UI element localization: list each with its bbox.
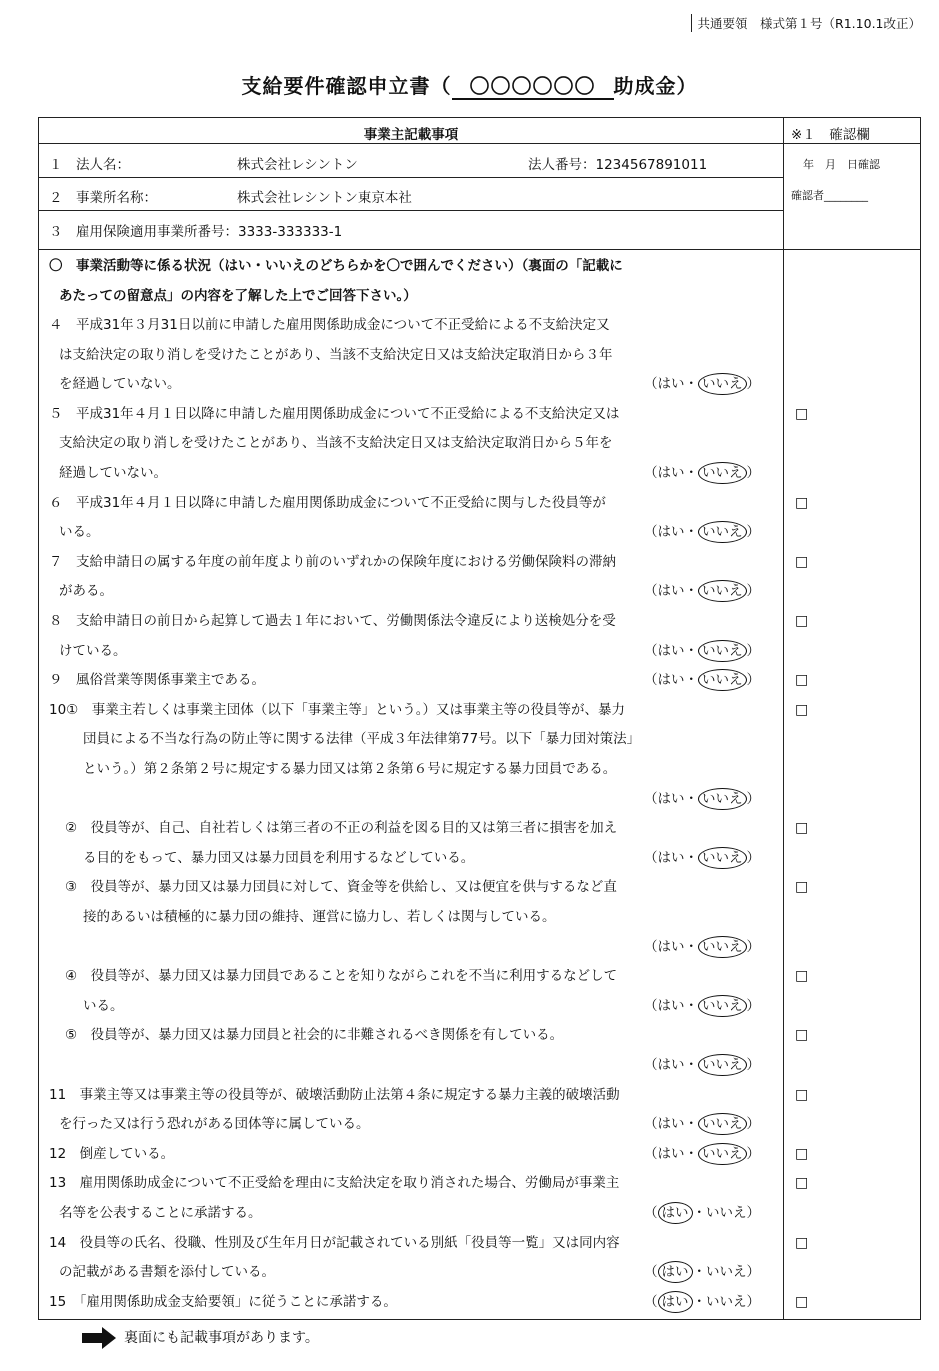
answer-choice[interactable] [644, 789, 760, 809]
item-text-line: 接的あるいは積極的に暴力団の維持、運営に協力し、若しくは関与している。 [83, 909, 556, 925]
paren: （ [644, 849, 658, 866]
item-text-line: 団員による不当な行為の防止等に関する法律（平成３年法律第77号。以下「暴力団対策法」 [83, 731, 641, 748]
paren: ） [746, 1057, 760, 1073]
confirm-checkbox[interactable]: □ [795, 968, 809, 985]
confirm-header: ※１ 確認欄 [791, 127, 870, 143]
paren: （ [644, 997, 658, 1014]
item-text-line: ⑤ 役員等が、暴力団又は暴力団員と社会的に非難されるべき関係を有している。 [65, 1027, 564, 1044]
office-name: 株式会社レシントン東京本社 [237, 190, 412, 206]
answer-yes[interactable]: はい [657, 642, 685, 659]
answer-choice[interactable] [644, 996, 760, 1016]
separator: ・ [684, 583, 698, 600]
item-text-line: ② 役員等が、自己、自社若しくは第三者の不正の利益を図る目的又は第三者に損害を加え [65, 820, 618, 837]
answer-choice[interactable] [644, 1144, 760, 1164]
answer-choice[interactable] [644, 937, 760, 957]
item-text-line: を経過していない。 [59, 376, 181, 393]
separator: ・ [684, 465, 698, 481]
separator: ・ [692, 1293, 706, 1310]
answer-no[interactable]: いいえ [698, 1054, 747, 1076]
paren: ） [746, 938, 760, 955]
item-text-line: がある。 [59, 583, 113, 600]
confirm-checkbox[interactable]: □ [795, 494, 809, 511]
separator: ・ [692, 1205, 706, 1221]
answer-choice[interactable] [644, 581, 760, 601]
confirm-checkbox[interactable]: □ [795, 1234, 809, 1251]
paren: ） [746, 376, 760, 393]
arrow-right-icon [82, 1327, 116, 1349]
separator: ・ [684, 938, 698, 955]
confirm-checkbox[interactable]: □ [795, 1086, 809, 1103]
separator: ・ [692, 1264, 706, 1281]
answer-yes[interactable]: はい [657, 465, 685, 481]
footer-note [82, 1327, 319, 1349]
title-suffix: 助成金） [613, 74, 698, 98]
paren: ） [746, 465, 760, 481]
title-prefix: 支給要件確認申立書（ [241, 74, 452, 98]
intro-line: あたっての留意点」の内容を了解した上でご回答下さい。） [59, 288, 417, 304]
confirm-checkbox[interactable]: □ [795, 1293, 809, 1310]
footer-text: 裏面にも記載事項があります。 [124, 1330, 319, 1346]
item-text-line: けている。 [59, 642, 127, 659]
paren: （ [644, 376, 658, 393]
separator: ・ [684, 642, 698, 659]
answer-yes[interactable]: はい [658, 1202, 693, 1224]
paren: （ [644, 1293, 658, 1310]
answer-no[interactable]: いいえ [698, 373, 747, 395]
application-form [38, 117, 921, 1320]
paren: （ [644, 524, 658, 541]
office-name-label: ２ 事業所名称： [49, 190, 157, 206]
answer-yes[interactable]: はい [657, 938, 685, 955]
confirm-checkbox[interactable]: □ [795, 1027, 809, 1044]
answer-choice[interactable] [644, 848, 760, 868]
separator: ・ [684, 1116, 698, 1133]
separator: ・ [684, 672, 698, 689]
answer-choice[interactable] [644, 1114, 760, 1134]
confirm-checkbox[interactable]: □ [795, 1145, 809, 1162]
answer-yes[interactable]: はい [657, 672, 685, 689]
answer-yes[interactable]: はい [657, 524, 685, 541]
item-text-line: 11 事業主等又は事業主等の役員等が、破壊活動防止法第４条に規定する暴力主義的破壊活動 [49, 1086, 620, 1103]
answer-yes[interactable]: はい [657, 376, 685, 393]
paren: ） [746, 790, 760, 807]
paren: （ [644, 1205, 658, 1221]
paren: （ [644, 1264, 658, 1281]
paren: ） [746, 1264, 760, 1281]
answer-no[interactable]: いいえ [698, 669, 747, 691]
corporate-name-label: １ 法人名： [49, 157, 130, 173]
item-text-line: 名等を公表することに承諾する。 [59, 1205, 262, 1221]
paren: （ [644, 583, 658, 600]
item-text-line: いる。 [59, 524, 100, 541]
item-text-line: を行った又は行う恐れがある団体等に属している。 [59, 1116, 370, 1133]
separator: ・ [684, 524, 698, 541]
answer-yes[interactable]: はい [658, 1291, 693, 1313]
paren: ） [746, 1145, 760, 1162]
answer-no[interactable]: いいえ [698, 1143, 747, 1165]
answer-no[interactable]: いいえ [698, 580, 747, 602]
confirm-checkbox[interactable]: □ [795, 553, 809, 570]
answer-yes[interactable]: はい [657, 997, 685, 1014]
item-text-line: 10① 事業主若しくは事業主団体（以下「事業主等」という。）又は事業主等の役員等が、暴力 [49, 701, 626, 718]
separator: ・ [684, 1057, 698, 1073]
answer-yes[interactable]: はい [657, 849, 685, 866]
answer-choice[interactable] [644, 1055, 760, 1075]
answer-yes[interactable]: はい [657, 1116, 685, 1133]
answer-choice[interactable] [644, 670, 760, 690]
paren: （ [644, 790, 658, 807]
paren: ） [746, 1293, 760, 1310]
answer-yes[interactable]: はい [657, 583, 685, 600]
item-text-line: ④ 役員等が、暴力団又は暴力団員であることを知りながらこれを不当に利用するなどして [65, 968, 618, 985]
item-text-line: ４ 平成31年３月31日以前に申請した雇用関係助成金について不正受給による不支給決定又 [49, 317, 610, 333]
answer-choice[interactable] [644, 463, 760, 483]
paren: （ [644, 1145, 658, 1162]
item-text-line: 14 役員等の氏名、役職、性別及び生年月日が記載されている別紙「役員等一覧」又は同内容 [49, 1234, 620, 1251]
separator: ・ [684, 1145, 698, 1162]
answer-no[interactable]: いいえ [698, 521, 747, 543]
answer-no[interactable]: いいえ [698, 936, 747, 958]
row-divider [39, 210, 783, 211]
paren: ） [746, 1116, 760, 1133]
corporate-number: 法人番号：1234567891011 [528, 157, 708, 173]
separator: ・ [684, 997, 698, 1014]
confirm-checkbox[interactable]: □ [795, 1175, 809, 1192]
intro-line: 〇 事業活動等に係る状況（はい・いいえのどちらかを〇で囲んでください）（裏面の「記載に [49, 258, 623, 274]
answer-choice[interactable] [644, 522, 760, 542]
corporate-name: 株式会社レシントン [237, 157, 358, 173]
paren: ） [746, 583, 760, 600]
subsidy-name: 〇〇〇〇〇〇 [452, 74, 614, 100]
answer-no[interactable]: いいえ [706, 1264, 747, 1281]
insurance-office-number: ３ 雇用保険適用事業所番号：3333-333333-1 [49, 224, 343, 240]
paren: ） [746, 997, 760, 1014]
answer-choice[interactable] [644, 1203, 760, 1223]
answer-no[interactable]: いいえ [706, 1293, 747, 1310]
confirm-checkbox[interactable]: □ [795, 701, 809, 718]
answer-choice[interactable] [644, 641, 760, 661]
item-text-line: という。）第２条第２号に規定する暴力団又は第２条第６号に規定する暴力団員である。 [83, 761, 617, 777]
form-code: 共通要領 様式第１号（R1.10.1改正） [691, 14, 921, 32]
item-text-line: ９ 風俗営業等関係事業主である。 [49, 672, 265, 689]
separator: ・ [684, 849, 698, 866]
column-divider [783, 118, 784, 1319]
item-text-line: の記載がある書類を添付している。 [59, 1264, 275, 1281]
answer-choice[interactable] [644, 374, 760, 394]
item-text-line: ③ 役員等が、暴力団又は暴力団員に対して、資金等を供給し、又は便宜を供与するなど直 [65, 879, 617, 896]
answer-no[interactable]: いいえ [706, 1205, 747, 1221]
answer-no[interactable]: いいえ [698, 995, 747, 1017]
answer-no[interactable]: いいえ [698, 788, 747, 810]
answer-no[interactable]: いいえ [698, 640, 747, 662]
answer-yes[interactable]: はい [658, 1261, 693, 1283]
answer-yes[interactable]: はい [657, 1145, 685, 1162]
paren: ） [746, 524, 760, 541]
paren: ） [746, 642, 760, 659]
item-text-line: ７ 支給申請日の属する年度の前年度より前のいずれかの保険年度における労働保険料の滞納 [49, 553, 616, 570]
paren: （ [644, 642, 658, 659]
answer-no[interactable]: いいえ [698, 847, 747, 869]
item-text-line: 支給決定の取り消しを受けたことがあり、当該不支給決定日又は支給決定取消日から５年を [59, 435, 613, 452]
header-divider [39, 143, 920, 144]
confirm-date: 年 月 日確認 [803, 158, 880, 171]
paren: （ [644, 672, 658, 689]
confirm-checkbox[interactable]: □ [795, 405, 809, 422]
answer-yes[interactable]: はい [657, 790, 685, 807]
item-text-line: 12 倒産している。 [49, 1145, 175, 1162]
confirm-checkbox[interactable]: □ [795, 820, 809, 837]
separator: ・ [684, 790, 698, 807]
confirm-checkbox[interactable]: □ [795, 613, 809, 629]
item-text-line: ５ 平成31年４月１日以降に申請した雇用関係助成金について不正受給による不支給決定又は [49, 405, 620, 422]
paren: （ [644, 1057, 658, 1073]
item-text-line: 15 「雇用関係助成金支給要領」に従うことに承諾する。 [49, 1293, 397, 1310]
item-text-line: ８ 支給申請日の前日から起算して過去１年において、労働関係法令違反により送検処分を受 [49, 613, 616, 629]
item-text-line: は支給決定の取り消しを受けたことがあり、当該不支給決定日又は支給決定取消日から３年 [59, 346, 613, 363]
paren: （ [644, 465, 658, 481]
section-divider [39, 249, 920, 250]
item-text-line: 経過していない。 [59, 465, 167, 481]
item-text-line: る目的をもって、暴力団又は暴力団員を利用するなどしている。 [83, 849, 475, 866]
confirm-checkbox[interactable]: □ [795, 879, 809, 896]
paren: （ [644, 1116, 658, 1133]
paren: ） [746, 672, 760, 689]
paren: （ [644, 938, 658, 955]
item-text-line: いる。 [83, 997, 124, 1014]
answer-choice[interactable] [644, 1292, 760, 1312]
item-text-line: 13 雇用関係助成金について不正受給を理由に支給決定を取り消された場合、労働局が事業主 [49, 1175, 620, 1192]
section-header: 事業主記載事項 [363, 127, 459, 143]
row-divider [39, 177, 783, 178]
page-title [0, 70, 939, 99]
confirmer: 確認者________ [791, 189, 868, 202]
answer-yes[interactable]: はい [657, 1057, 685, 1073]
paren: ） [746, 849, 760, 866]
answer-no[interactable]: いいえ [698, 1113, 747, 1135]
answer-choice[interactable] [644, 1262, 760, 1282]
answer-no[interactable]: いいえ [698, 462, 747, 484]
confirm-checkbox[interactable]: □ [795, 672, 809, 689]
item-text-line: ６ 平成31年４月１日以降に申請した雇用関係助成金について不正受給に関与した役員等が [49, 494, 606, 511]
paren: ） [746, 1205, 760, 1221]
separator: ・ [684, 376, 698, 393]
